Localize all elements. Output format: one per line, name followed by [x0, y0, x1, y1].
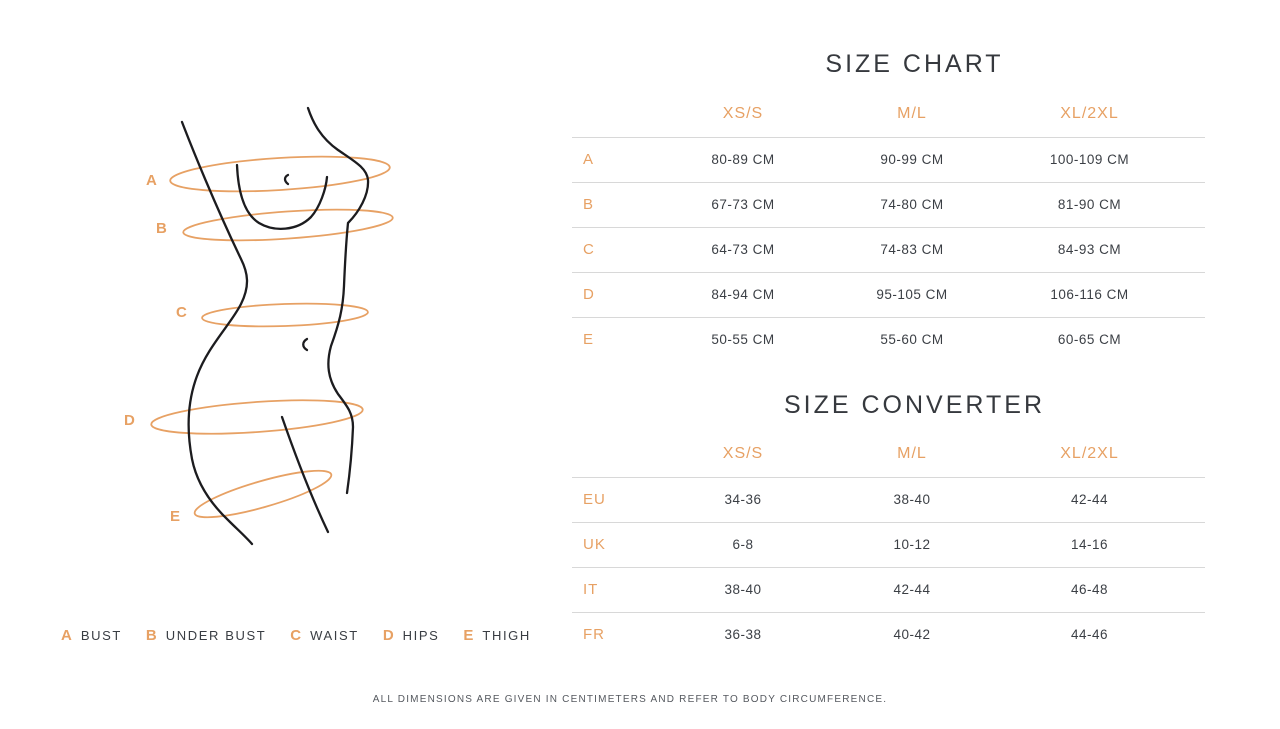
body-back-contour-line [182, 122, 252, 544]
size-chart-row-a [572, 137, 1205, 182]
legend-word: UNDER BUST [165, 628, 267, 643]
size-converter-row-it [572, 567, 1205, 612]
row-label: FR [583, 626, 605, 644]
legend-item-bust [61, 627, 122, 645]
row-label: C [583, 241, 595, 258]
cell-value: 36-38 [724, 627, 762, 643]
legend-letter: E [463, 627, 474, 644]
body-measurement-diagram [100, 80, 450, 580]
cell-value: 84-93 CM [1057, 242, 1122, 257]
measurement-ellipses [150, 151, 393, 526]
cell-value: 14-16 [1070, 537, 1109, 552]
size-chart-section [572, 50, 1205, 362]
cell-value: 42-44 [1070, 492, 1109, 507]
legend-letter: A [61, 627, 72, 644]
row-label: E [583, 331, 595, 349]
size-chart-header-row [572, 92, 1205, 137]
legend-item-waist [290, 627, 359, 645]
body-figure-illustration [100, 80, 450, 580]
cell-value: 10-12 [893, 537, 931, 552]
cell-value: 81-90 CM [1057, 197, 1122, 212]
cell-value: 34-36 [724, 492, 762, 507]
nipple-mark [285, 175, 288, 184]
empty-header-cell [572, 432, 660, 477]
cell-value: 6-8 [732, 537, 754, 552]
figure-label-a: A [146, 172, 158, 189]
size-chart-row-b [572, 182, 1205, 227]
dimensions-note: ALL DIMENSIONS ARE GIVEN IN CENTIMETERS AND REFER TO BODY CIRCUMFERENCE. [372, 694, 888, 705]
row-label: B [583, 196, 595, 213]
column-header-xl-2xl: XL/2XL [1060, 445, 1119, 463]
size-converter-title: SIZE CONVERTER [783, 391, 1046, 419]
legend-letter: B [145, 627, 157, 644]
size-chart-row-e [572, 317, 1205, 362]
empty-header-cell [572, 92, 660, 137]
column-header-xs-s: XS/S [722, 445, 764, 463]
size-converter-row-uk [572, 522, 1205, 567]
row-label: IT [583, 581, 599, 598]
thigh-measure-ellipse [191, 462, 335, 526]
cell-value: 50-55 CM [711, 332, 775, 348]
legend-letter: C [290, 627, 302, 644]
legend-word: HIPS [402, 628, 440, 643]
size-chart-row-c [572, 227, 1205, 272]
cell-value: 74-80 CM [880, 197, 944, 212]
column-header-m-l: M/L [897, 105, 927, 123]
breast-curve-line [237, 165, 327, 229]
figure-label-b: B [156, 220, 168, 237]
size-chart-row-d [572, 272, 1205, 317]
under-bust-measure-ellipse [182, 204, 393, 246]
legend-letter: D [382, 627, 394, 644]
cell-value: 44-46 [1070, 627, 1109, 643]
hips-measure-ellipse [150, 395, 364, 440]
cell-value: 90-99 CM [880, 152, 944, 167]
column-header-xs-s: XS/S [722, 105, 764, 123]
cell-value: 46-48 [1070, 582, 1109, 597]
row-label: EU [583, 491, 606, 508]
row-label: A [583, 151, 595, 168]
navel-mark [303, 339, 307, 350]
size-converter-table [572, 432, 1205, 657]
figure-label-e: E [170, 508, 181, 525]
body-front-contour-line [308, 108, 368, 493]
cell-value: 64-73 CM [711, 242, 775, 257]
row-label: UK [583, 536, 606, 553]
legend-word: THIGH [482, 628, 531, 643]
cell-value: 95-105 CM [876, 287, 948, 302]
cell-value: 55-60 CM [880, 332, 944, 348]
cell-value: 60-65 CM [1057, 332, 1122, 348]
figure-label-c: C [176, 304, 188, 321]
legend-word: WAIST [310, 628, 359, 643]
cell-value: 80-89 CM [711, 152, 775, 167]
figure-label-d: D [124, 412, 136, 429]
measurement-legend [61, 627, 531, 645]
legend-item-thigh [463, 627, 530, 645]
figure-letter-labels [124, 172, 187, 525]
cell-value: 84-94 CM [711, 287, 775, 302]
cell-value: 106-116 CM [1050, 287, 1129, 302]
cell-value: 67-73 CM [711, 197, 775, 212]
column-header-m-l: M/L [897, 445, 927, 463]
cell-value: 74-83 CM [880, 242, 944, 257]
legend-item-hips [383, 627, 440, 645]
size-chart-table [572, 92, 1205, 362]
size-chart-title: SIZE CHART [825, 50, 1004, 78]
size-converter-section [572, 391, 1205, 657]
legend-item-under-bust [146, 627, 266, 645]
cell-value: 42-44 [893, 582, 931, 597]
cell-value: 38-40 [724, 582, 762, 597]
size-converter-header-row [572, 432, 1205, 477]
row-label: D [583, 286, 595, 303]
cell-value: 38-40 [893, 492, 931, 507]
column-header-xl-2xl: XL/2XL [1060, 105, 1119, 123]
size-converter-row-fr [572, 612, 1205, 657]
cell-value: 40-42 [893, 627, 931, 643]
legend-word: BUST [80, 628, 122, 643]
size-converter-row-eu [572, 477, 1205, 522]
cell-value: 100-109 CM [1049, 152, 1130, 167]
